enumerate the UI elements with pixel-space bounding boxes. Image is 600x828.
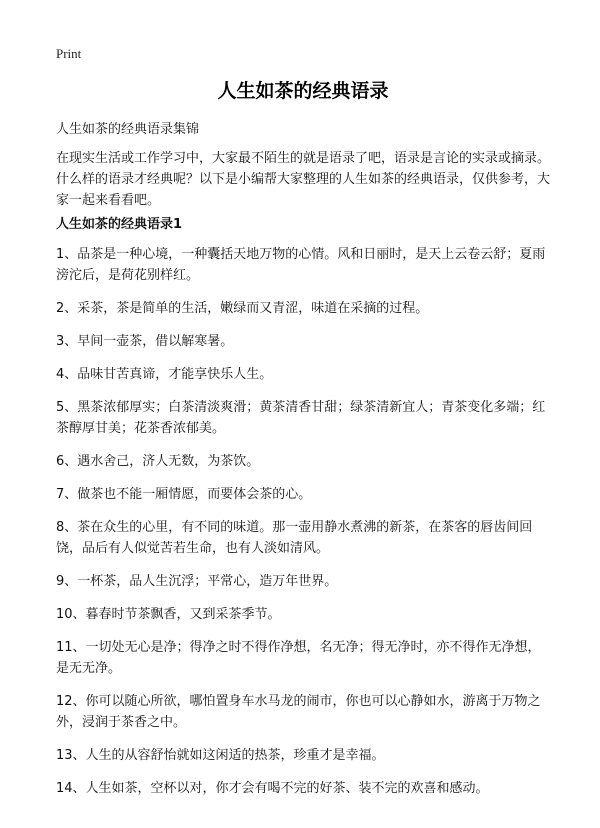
intro-paragraph: 在现实生活或工作学习中，大家最不陌生的就是语录了吧，语录是言论的实录或摘录。什么样的语录才经典呢？以下是小编帮大家整理的人生如茶的经典语录，仅供参考，大家一起来看看吧。 — [56, 151, 551, 208]
quote-item: 7、做茶也不能一厢情愿，而要体会茶的心。 — [56, 487, 312, 502]
print-link[interactable]: Print — [56, 46, 82, 61]
quote-item: 10、暮春时节茶飘香，又到采茶季节。 — [56, 607, 281, 622]
quote-item: 6、遇水舍己，济人无数，为茶饮。 — [56, 454, 260, 469]
quote-item: 12、你可以随心所欲，哪怕置身车水马龙的闹市，你也可以心静如水，游离于万物之外，浸润于茶香之中。 — [56, 694, 541, 730]
quote-item: 8、茶在众生的心里，有不同的味道。那一壶用静水煮沸的新茶，在茶客的唇齿间回饶，品后有人似觉苦若生命，也有人淡如清风。 — [56, 520, 533, 556]
quote-item: 4、品味甘苦真谛，才能享快乐人生。 — [56, 367, 273, 382]
section-heading: 人生如茶的经典语录1 — [56, 217, 183, 232]
quote-item: 2、采茶，茶是简单的生活，嫩绿而又青涩，味道在采摘的过程。 — [56, 301, 429, 316]
article-subtitle: 人生如茶的经典语录集锦 — [56, 122, 200, 137]
page-title: 人生如茶的经典语录 — [217, 80, 389, 102]
quote-item: 11、一切处无心是净；得净之时不得作净想，名无净；得无净时，亦不得作无净想，是无无净。 — [56, 640, 541, 676]
quote-item: 9、一杯茶，品人生沉浮；平常心，造万年世界。 — [56, 574, 338, 589]
quote-item: 3、早间一壶茶，借以解寒暑。 — [56, 334, 234, 349]
quote-item: 14、人生如茶，空杯以对，你才会有喝不完的好茶、装不完的欢喜和感动。 — [56, 781, 489, 796]
quote-item: 1、品茶是一种心境，一种囊括天地万物的心情。风和日丽时，是天上云卷云舒；夏雨滂沱后，是荷花别样红。 — [56, 247, 546, 283]
quote-item: 5、黑茶浓郁厚实；白茶清淡爽滑；黄茶清香甘甜；绿茶清新宜人；青茶变化多端；红茶醇厚甘美；花茶香浓郁美。 — [56, 400, 546, 436]
quote-item: 13、人生的从容舒怡就如这闲适的热茶，珍重才是幸福。 — [56, 748, 385, 763]
quote-list — [56, 244, 550, 811]
